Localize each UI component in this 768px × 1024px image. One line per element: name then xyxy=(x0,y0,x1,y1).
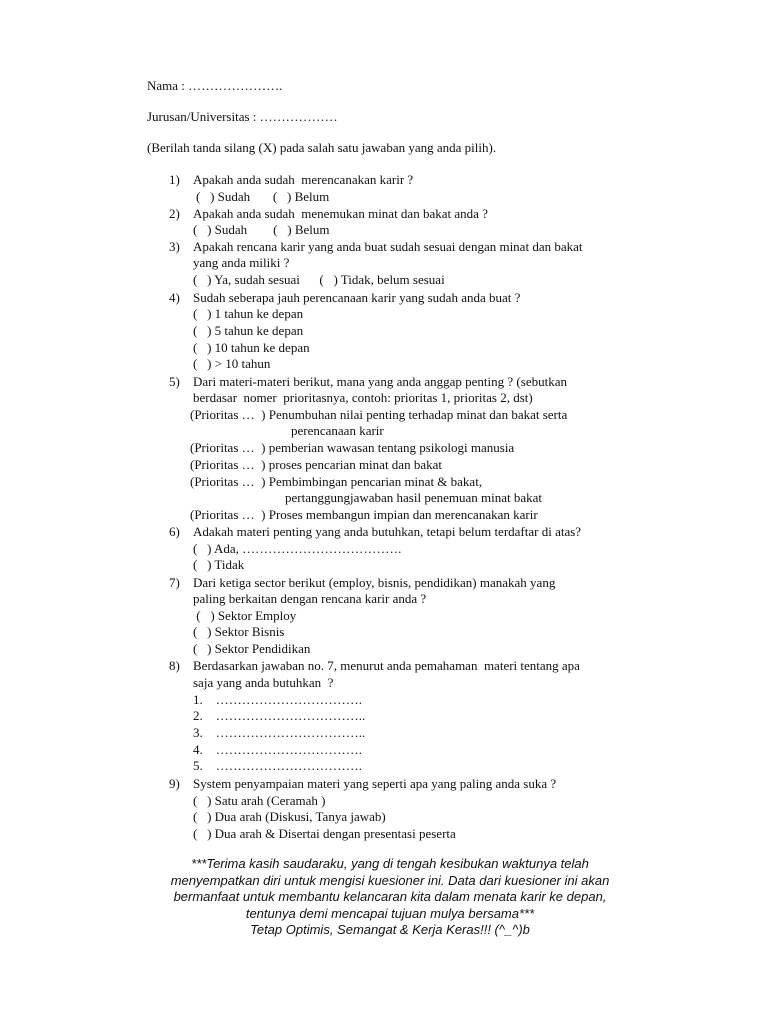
answer-blank: 1. ……………………………. xyxy=(193,692,362,707)
question-text: Dari materi-materi berikut, mana yang anda anggap penting ? (sebutkan xyxy=(193,374,567,389)
answer-option: ( ) Sektor Employ xyxy=(193,608,297,623)
answer-blank: 5. ……………………………. xyxy=(193,758,362,773)
question-number: 5) xyxy=(169,374,180,389)
question-text: Apakah anda sudah menemukan minat dan bakat anda ? xyxy=(193,206,488,221)
answer-option: ( ) Sektor Bisnis xyxy=(193,624,285,639)
question-number: 1) xyxy=(169,172,180,187)
closing-note xyxy=(140,856,640,939)
question-text: System penyampaian materi yang seperti apa yang paling anda suka ? xyxy=(193,776,557,791)
question-text: berdasar nomer prioritasnya, contoh: prioritas 1, prioritas 2, dst) xyxy=(193,390,533,405)
answer-option: ( ) > 10 tahun xyxy=(193,356,271,371)
question-number: 9) xyxy=(169,776,180,791)
answer-option: ( ) Sudah ( ) Belum xyxy=(193,222,330,237)
question-text: Dari ketiga sector berikut (employ, bisnis, pendidikan) manakah yang xyxy=(193,575,556,590)
answer-option: ( ) Satu arah (Ceramah ) xyxy=(193,793,326,808)
priority-option-continued: perencanaan karir xyxy=(291,423,384,438)
name-field: Nama : …………………. xyxy=(147,78,283,93)
question-text: yang anda miliki ? xyxy=(193,255,290,270)
question-text: Sudah seberapa jauh perencanaan karir yang sudah anda buat ? xyxy=(193,290,521,305)
question-text: Apakah rencana karir yang anda buat sudah sesuai dengan minat dan bakat xyxy=(193,239,583,254)
priority-option: (Prioritas … ) Penumbuhan nilai penting terhadap minat dan bakat serta xyxy=(190,407,568,422)
closing-line: ***Terima kasih saudaraku, yang di tengah kesibukan waktunya telah xyxy=(191,856,589,871)
answer-option: ( ) Ya, sudah sesuai ( ) Tidak, belum sesuai xyxy=(193,272,445,287)
question-number: 7) xyxy=(169,575,180,590)
priority-option: (Prioritas … ) proses pencarian minat dan bakat xyxy=(190,457,442,472)
instruction-text: (Berilah tanda silang (X) pada salah satu jawaban yang anda pilih). xyxy=(147,140,497,155)
answer-option: ( ) Sektor Pendidikan xyxy=(193,641,311,656)
question-text: saja yang anda butuhkan ? xyxy=(193,675,334,690)
question-number: 3) xyxy=(169,239,180,254)
answer-option: ( ) Sudah ( ) Belum xyxy=(196,189,330,204)
question-text: paling berkaitan dengan rencana karir anda ? xyxy=(193,591,427,606)
answer-blank: 3. …………………………….. xyxy=(193,725,366,740)
priority-option: (Prioritas … ) Pembimbingan pencarian minat & bakat, xyxy=(190,474,483,489)
answer-option: ( ) Ada, ………………………………. xyxy=(193,541,402,556)
closing-line: menyempatkan diri untuk mengisi kuesioner ini. Data dari kuesioner ini akan xyxy=(170,872,610,888)
priority-option: (Prioritas … ) pemberian wawasan tentang psikologi manusia xyxy=(190,440,515,455)
question-text: Berdasarkan jawaban no. 7, menurut anda pemahaman materi tentang apa xyxy=(193,658,580,673)
question-text: Apakah anda sudah merencanakan karir ? xyxy=(193,172,414,187)
priority-option: (Prioritas … ) Proses membangun impian dan merencanakan karir xyxy=(190,507,538,522)
question-text: Adakah materi penting yang anda butuhkan, tetapi belum terdaftar di atas? xyxy=(193,524,582,539)
closing-line: Tetap Optimis, Semangat & Kerja Keras!!! (^_^)b xyxy=(250,922,530,937)
question-number: 2) xyxy=(169,206,180,221)
answer-option: ( ) 1 tahun ke depan xyxy=(193,306,304,321)
answer-blank: 2. …………………………….. xyxy=(193,708,366,723)
answer-option: ( ) 5 tahun ke depan xyxy=(193,323,304,338)
priority-option-continued: pertanggungjawaban hasil penemuan minat bakat xyxy=(285,490,543,505)
answer-option: ( ) Dua arah (Diskusi, Tanya jawab) xyxy=(193,809,386,824)
question-number: 4) xyxy=(169,290,180,305)
closing-line: bermanfaat untuk membantu kelancaran kita dalam menata karir ke depan, xyxy=(173,889,607,904)
question-number: 6) xyxy=(169,524,180,539)
answer-blank: 4. ……………………………. xyxy=(193,742,362,757)
answer-option: ( ) Tidak xyxy=(193,557,245,572)
answer-option: ( ) 10 tahun ke depan xyxy=(193,340,310,355)
question-number: 8) xyxy=(169,658,180,673)
major-university-field: Jurusan/Universitas : ……………… xyxy=(147,109,338,124)
closing-line: tentunya demi mencapai tujuan mulya bersama*** xyxy=(245,905,535,921)
answer-option: ( ) Dua arah & Disertai dengan presentasi peserta xyxy=(193,826,456,841)
